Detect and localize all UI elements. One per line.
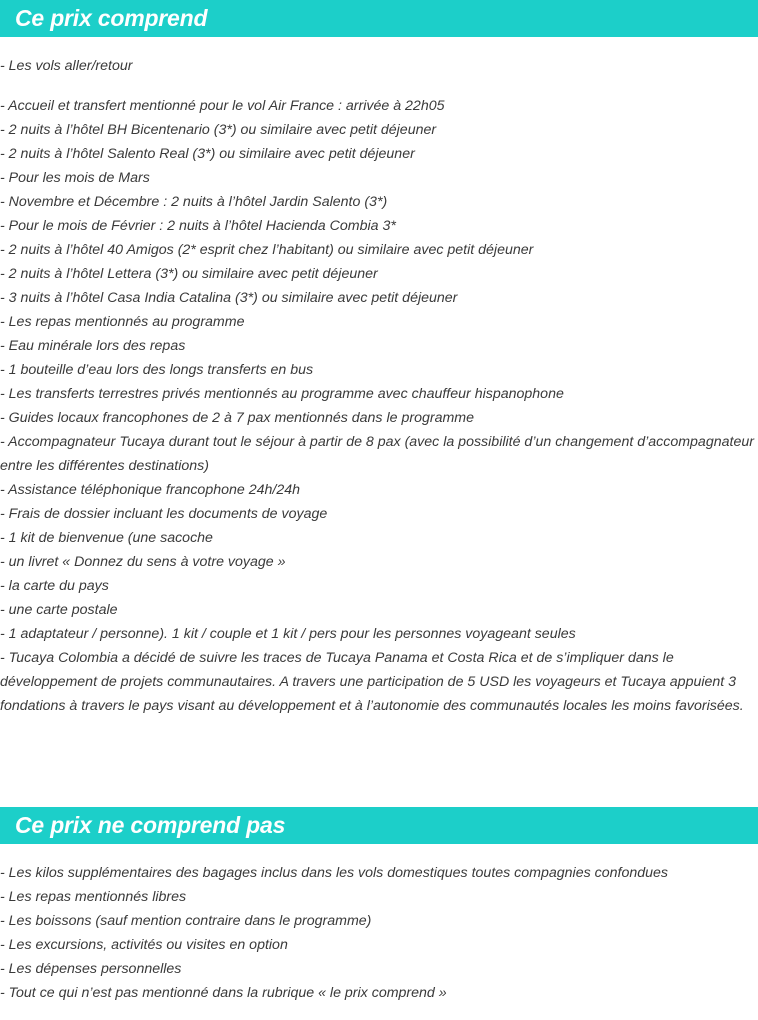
price-includes-first-list: [0, 54, 758, 78]
price-includes-header: [0, 0, 758, 37]
list-item: - Les kilos supplémentaires des bagages inclus dans les vols domestiques toutes compagnies confondues: [0, 865, 668, 881]
list-item: - Les excursions, activités ou visites en option: [0, 937, 288, 953]
list-item: - 2 nuits à l’hôtel Lettera (3*) ou similaire avec petit déjeuner: [0, 266, 378, 282]
list-item: - Accompagnateur Tucaya durant tout le séjour à partir de 8 pax (avec la possibilité d’un changement d’accompagnateur entre les différentes destinations): [0, 434, 754, 474]
list-item: - Les repas mentionnés au programme: [0, 314, 245, 330]
list-item: - Eau minérale lors des repas: [0, 338, 186, 354]
price-excludes-section: [0, 807, 758, 1005]
list-item: - Les repas mentionnés libres: [0, 889, 187, 905]
list-item: - Assistance téléphonique francophone 24h/24h: [0, 482, 300, 498]
list-item: - Accueil et transfert mentionné pour le vol Air France : arrivée à 22h05: [0, 98, 445, 114]
list-item: - Frais de dossier incluant les documents de voyage: [0, 506, 328, 522]
list-item: - une carte postale: [0, 602, 118, 618]
list-item: - 2 nuits à l’hôtel Salento Real (3*) ou similaire avec petit déjeuner: [0, 146, 415, 162]
list-item: - 1 bouteille d’eau lors des longs transferts en bus: [0, 362, 314, 378]
price-excludes-list: [0, 861, 758, 1005]
list-item: - Tucaya Colombia a décidé de suivre les traces de Tucaya Panama et Costa Rica et de s’impliquer dans le développement de projets communautaires. A travers une participation de 5 USD les voyageurs et Tucaya appuient 3 fondations à travers le pays visant au développement et à l’autonomie des communautés locales les moins favorisées.: [0, 650, 744, 714]
price-excludes-title: Ce prix ne comprend pas: [15, 812, 286, 838]
list-item: - 3 nuits à l’hôtel Casa India Catalina (3*) ou similaire avec petit déjeuner: [0, 290, 458, 306]
list-item: - 1 kit de bienvenue (une sacoche: [0, 530, 213, 546]
list-item: - Les boissons (sauf mention contraire dans le programme): [0, 913, 372, 929]
list-item: - Les vols aller/retour: [0, 58, 133, 74]
list-item: - 2 nuits à l’hôtel 40 Amigos (2* esprit chez l’habitant) ou similaire avec petit déjeuner: [0, 242, 534, 258]
list-item: - 2 nuits à l’hôtel BH Bicentenario (3*) ou similaire avec petit déjeuner: [0, 122, 437, 138]
list-item: - Pour le mois de Février : 2 nuits à l’hôtel Hacienda Combia 3*: [0, 218, 396, 234]
price-includes-list: [0, 94, 758, 718]
price-includes-title: Ce prix comprend: [15, 5, 208, 31]
list-item: - Guides locaux francophones de 2 à 7 pax mentionnés dans le programme: [0, 410, 474, 426]
list-item: - Les transferts terrestres privés mentionnés au programme avec chauffeur hispanophone: [0, 386, 564, 402]
list-item: - Les dépenses personnelles: [0, 961, 182, 977]
list-item: - 1 adaptateur / personne). 1 kit / couple et 1 kit / pers pour les personnes voyageant seules: [0, 626, 576, 642]
price-excludes-header: [0, 807, 758, 844]
list-item: - Tout ce qui n’est pas mentionné dans la rubrique « le prix comprend »: [0, 985, 447, 1001]
list-item: - un livret « Donnez du sens à votre voyage »: [0, 554, 286, 570]
list-item: - la carte du pays: [0, 578, 109, 594]
list-item: - Novembre et Décembre : 2 nuits à l’hôtel Jardin Salento (3*): [0, 194, 388, 210]
list-item: - Pour les mois de Mars: [0, 170, 150, 186]
